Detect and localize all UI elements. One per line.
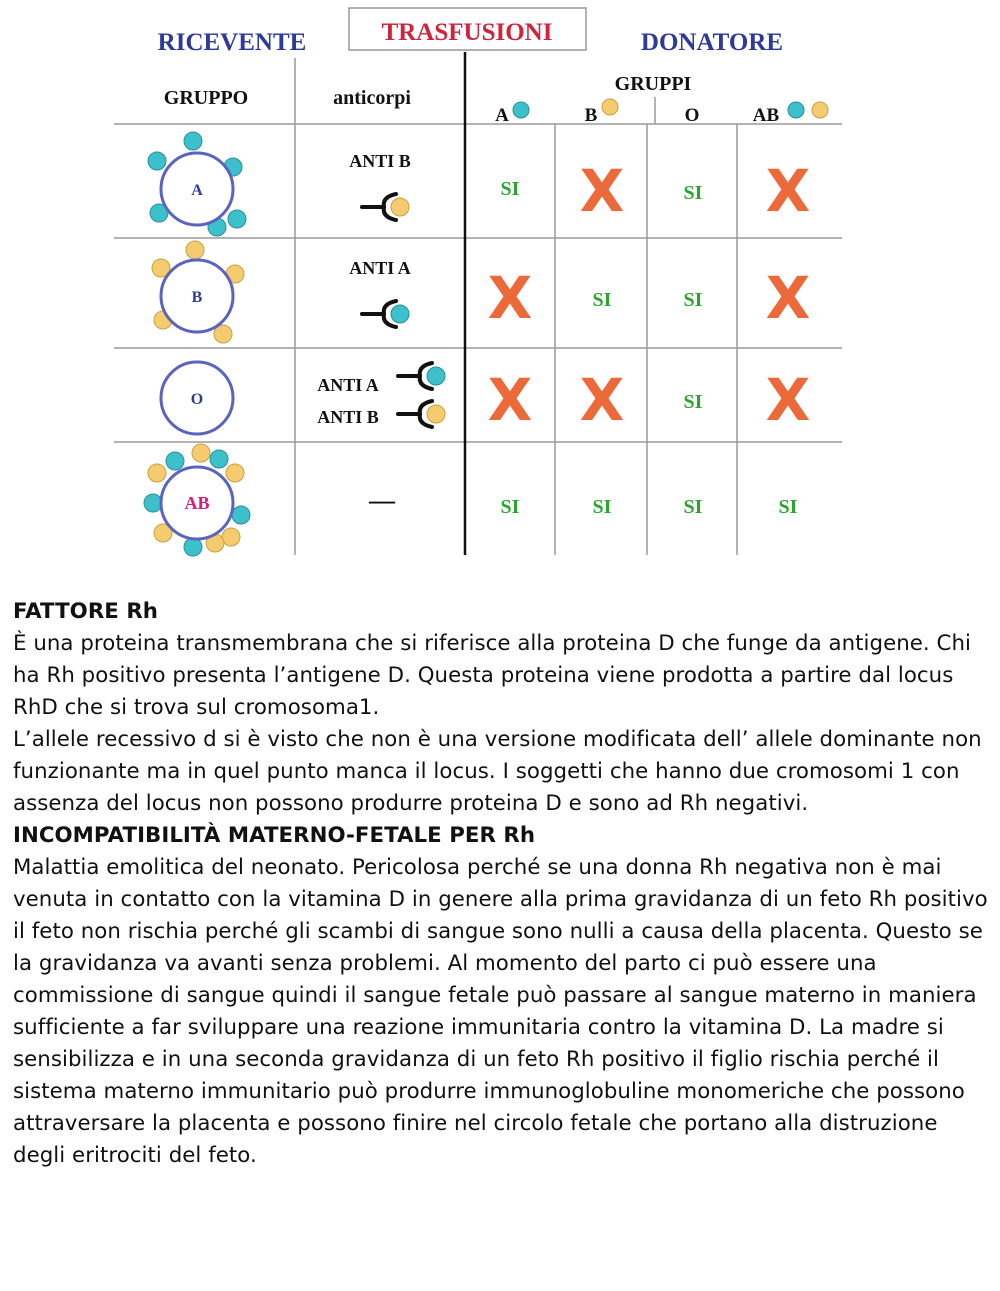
incompatible-mark: X <box>579 366 625 434</box>
incompatible-mark: X <box>579 157 625 225</box>
groups-header: GRUPPI <box>614 73 692 95</box>
compatible-mark: SI <box>500 178 520 200</box>
donor-col-ab <box>753 102 828 126</box>
transfusion-compatibility-figure <box>100 0 900 575</box>
paragraph-hemolytic-disease: Malattia emolitica del neonato. Pericolosa perché se una donna Rh negativa non è mai venuta in contatto con la vitamina D in genere alla prima gravidanza di un feto Rh positivo il feto non rischia perché gli scambi di sangue sono nulli a causa della placenta. Questo se la gravidanza va avanti senza problemi. Al momento del parto ci può essere una commissione di sangue quindi il sangue fetale può passare al sangue materno in maniera sufficiente a far sviluppare una reazione immunitaria contro la vitamina D. La madre si sensibilizza e in una seconda gravidanza di un feto Rh positivo il figlio rischia perché il sistema materno immunitario può produrre immunoglobuline monomeriche che possono attraversare la placenta e possono finire nel circolo fetale che portano alla distruzione degli eritrociti del feto. <box>13 855 988 1168</box>
incompatible-mark: X <box>765 157 811 225</box>
table-row <box>144 444 798 556</box>
heading-rh-factor: FATTORE Rh <box>13 599 159 624</box>
svg-text:A: A <box>495 105 509 126</box>
compatible-mark: SI <box>683 391 703 413</box>
svg-text:O: O <box>684 105 700 126</box>
antibodies-header: anticorpi <box>333 87 411 109</box>
incompatible-mark: X <box>487 366 533 434</box>
compatible-mark: SI <box>778 496 798 518</box>
group-label: O <box>190 391 204 408</box>
compatible-mark: SI <box>683 182 703 204</box>
donor-header: DONATORE <box>640 29 784 56</box>
red-cell-group-b <box>152 241 244 343</box>
compatible-mark: SI <box>683 289 703 311</box>
figure-title: TRASFUSIONI <box>381 19 553 46</box>
incompatible-mark: X <box>487 264 533 332</box>
donor-col-o <box>685 105 700 126</box>
incompatible-mark: X <box>765 264 811 332</box>
donor-col-b <box>585 99 618 126</box>
svg-text:B: B <box>584 105 598 126</box>
antibody-label: ANTI A <box>349 258 411 278</box>
donor-col-a <box>495 102 529 126</box>
paragraph-rh-protein: È una proteina transmembrana che si riferisce alla proteina D che funge da antigene. Chi ha Rh positivo presenta l’antigene D. Questa proteina viene prodotta a partire dal locus RhD che si trova sul cromosoma1. <box>13 631 971 720</box>
paragraph-recessive-allele: L’allele recessivo d si è visto che non è una versione modificata dell’ allele dominante non funzionante ma in quel punto manca il locus. I soggetti che hanno due cromosomi 1 con assenza del locus non possono produrre proteina D e sono ad Rh negativi. <box>13 727 982 816</box>
red-cell-group-a <box>148 132 246 236</box>
antibody-label: ANTI B <box>317 407 379 427</box>
antibodies-cell <box>349 258 411 327</box>
antibody-label: ANTI B <box>349 151 411 171</box>
red-cell-group-ab <box>144 444 250 556</box>
heading-maternal-fetal: INCOMPATIBILITÀ MATERNO-FETALE PER Rh <box>13 823 536 848</box>
no-antibodies-dash: — <box>369 486 395 515</box>
group-label: AB <box>184 493 210 513</box>
compatible-mark: SI <box>683 496 703 518</box>
compatible-mark: SI <box>592 289 612 311</box>
compatible-mark: SI <box>500 496 520 518</box>
table-row <box>148 132 810 236</box>
antibodies-cell <box>368 486 396 515</box>
svg-text:AB: AB <box>752 105 780 126</box>
red-cell-group-o <box>161 362 233 434</box>
group-label: A <box>191 182 203 199</box>
document-text <box>13 596 993 1172</box>
compatible-mark: SI <box>592 496 612 518</box>
antibody-label: ANTI A <box>317 375 379 395</box>
recipient-header: RICEVENTE <box>157 29 307 56</box>
table-row <box>161 362 810 434</box>
group-header: GRUPPO <box>163 87 249 109</box>
antibodies-cell <box>317 363 445 427</box>
antibodies-cell <box>349 151 411 220</box>
table-row <box>152 241 810 343</box>
incompatible-mark: X <box>765 366 811 434</box>
group-label: B <box>191 289 203 306</box>
